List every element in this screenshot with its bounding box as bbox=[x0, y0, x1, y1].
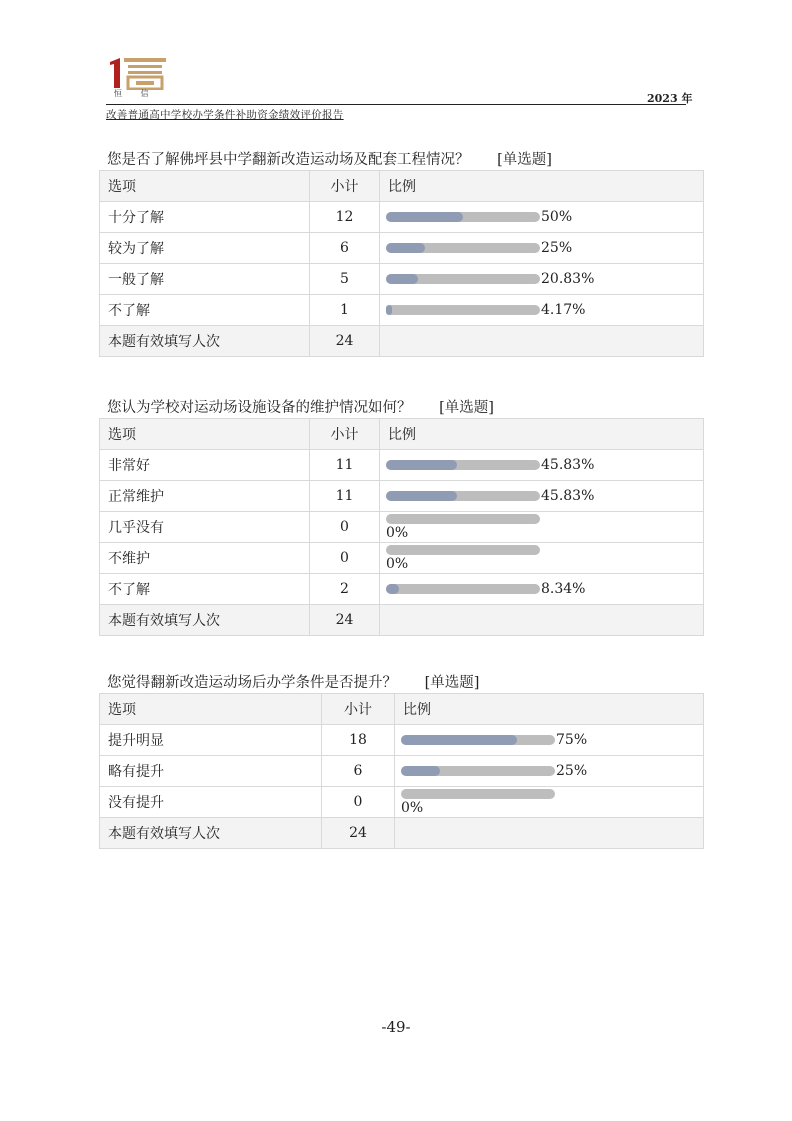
total-row bbox=[100, 605, 704, 636]
report-year: 2023 年 bbox=[647, 92, 693, 105]
ratio-bar-fill bbox=[386, 243, 425, 253]
percent-label: 75% bbox=[556, 732, 588, 748]
option-label: 较为了解 bbox=[100, 233, 310, 264]
option-ratio bbox=[380, 450, 704, 481]
option-count: 0 bbox=[322, 787, 395, 818]
table-row bbox=[100, 295, 704, 326]
ratio-bar-fill bbox=[386, 460, 457, 470]
ratio-bar-group bbox=[386, 457, 703, 473]
percent-label: 0% bbox=[386, 556, 409, 572]
total-empty bbox=[380, 605, 704, 636]
table-row bbox=[100, 574, 704, 605]
header-option: 选项 bbox=[100, 171, 310, 202]
option-ratio bbox=[380, 512, 704, 543]
percent-label: 0% bbox=[401, 800, 424, 816]
header-ratio: 比例 bbox=[380, 419, 704, 450]
ratio-bar bbox=[386, 274, 540, 284]
ratio-bar bbox=[401, 789, 555, 799]
option-ratio bbox=[380, 295, 704, 326]
survey-table bbox=[99, 418, 704, 636]
option-ratio bbox=[395, 725, 704, 756]
option-label: 没有提升 bbox=[100, 787, 322, 818]
total-count: 24 bbox=[310, 605, 380, 636]
option-label: 略有提升 bbox=[100, 756, 322, 787]
option-count: 11 bbox=[310, 450, 380, 481]
percent-label: 45.83% bbox=[541, 457, 595, 473]
report-title: 改善普通高中学校办学条件补助资金绩效评价报告 bbox=[106, 109, 344, 121]
ratio-bar-group bbox=[401, 788, 703, 816]
option-count: 0 bbox=[310, 543, 380, 574]
table-header-row bbox=[100, 419, 704, 450]
option-label: 一般了解 bbox=[100, 264, 310, 295]
ratio-bar bbox=[386, 545, 540, 555]
table-header-row bbox=[100, 694, 704, 725]
header-ratio: 比例 bbox=[395, 694, 704, 725]
ratio-bar-fill bbox=[386, 212, 463, 222]
ratio-bar-group bbox=[401, 732, 703, 748]
ratio-bar-group bbox=[386, 271, 703, 287]
table-row bbox=[100, 787, 704, 818]
table-row bbox=[100, 725, 704, 756]
percent-label: 20.83% bbox=[541, 271, 595, 287]
option-ratio bbox=[380, 574, 704, 605]
table-row bbox=[100, 543, 704, 574]
option-label: 提升明显 bbox=[100, 725, 322, 756]
page-number: -49- bbox=[381, 1018, 411, 1036]
ratio-bar-fill bbox=[386, 274, 418, 284]
option-count: 18 bbox=[322, 725, 395, 756]
percent-label: 45.83% bbox=[541, 488, 595, 504]
survey-table bbox=[99, 693, 704, 849]
percent-label: 0% bbox=[386, 525, 409, 541]
ratio-bar-fill bbox=[401, 735, 517, 745]
percent-label: 25% bbox=[541, 240, 573, 256]
option-ratio bbox=[380, 202, 704, 233]
option-count: 6 bbox=[310, 233, 380, 264]
total-count: 24 bbox=[322, 818, 395, 849]
total-row bbox=[100, 326, 704, 357]
ratio-bar bbox=[386, 305, 540, 315]
option-ratio bbox=[380, 543, 704, 574]
ratio-bar-group bbox=[386, 513, 703, 541]
header-count: 小计 bbox=[310, 419, 380, 450]
survey-table bbox=[99, 170, 704, 357]
option-count: 5 bbox=[310, 264, 380, 295]
ratio-bar-group bbox=[386, 302, 703, 318]
option-count: 11 bbox=[310, 481, 380, 512]
table-row bbox=[100, 756, 704, 787]
table-row bbox=[100, 202, 704, 233]
question-title: 您是否了解佛坪县中学翻新改造运动场及配套工程情况？ [单选题] bbox=[107, 152, 552, 168]
option-label: 几乎没有 bbox=[100, 512, 310, 543]
logo-mark-icon bbox=[106, 56, 170, 90]
option-count: 2 bbox=[310, 574, 380, 605]
ratio-bar-fill bbox=[401, 766, 440, 776]
logo-caption: 恒 信 bbox=[114, 89, 157, 98]
total-label: 本题有效填写人次 bbox=[100, 605, 310, 636]
option-label: 十分了解 bbox=[100, 202, 310, 233]
ratio-bar bbox=[386, 460, 540, 470]
ratio-bar bbox=[401, 766, 555, 776]
question-3 bbox=[99, 673, 704, 849]
header-option: 选项 bbox=[100, 694, 322, 725]
question-1 bbox=[99, 150, 704, 357]
option-count: 6 bbox=[322, 756, 395, 787]
total-label: 本题有效填写人次 bbox=[100, 818, 322, 849]
ratio-bar-fill bbox=[386, 491, 457, 501]
header-count: 小计 bbox=[322, 694, 395, 725]
option-label: 不了解 bbox=[100, 574, 310, 605]
option-label: 不了解 bbox=[100, 295, 310, 326]
option-ratio bbox=[395, 756, 704, 787]
ratio-bar bbox=[401, 735, 555, 745]
percent-label: 4.17% bbox=[541, 302, 586, 318]
total-empty bbox=[395, 818, 704, 849]
ratio-bar-group bbox=[386, 581, 703, 597]
table-header-row bbox=[100, 171, 704, 202]
option-ratio bbox=[395, 787, 704, 818]
total-count: 24 bbox=[310, 326, 380, 357]
header-count: 小计 bbox=[310, 171, 380, 202]
question-2 bbox=[99, 398, 704, 636]
ratio-bar bbox=[386, 584, 540, 594]
table-row bbox=[100, 512, 704, 543]
table-row bbox=[100, 233, 704, 264]
option-count: 1 bbox=[310, 295, 380, 326]
option-ratio bbox=[380, 264, 704, 295]
percent-label: 8.34% bbox=[541, 581, 586, 597]
ratio-bar-fill bbox=[386, 305, 392, 315]
ratio-bar-group bbox=[386, 488, 703, 504]
option-label: 正常维护 bbox=[100, 481, 310, 512]
ratio-bar-group bbox=[401, 763, 703, 779]
percent-label: 50% bbox=[541, 209, 573, 225]
ratio-bar bbox=[386, 212, 540, 222]
table-row bbox=[100, 481, 704, 512]
option-count: 0 bbox=[310, 512, 380, 543]
option-count: 12 bbox=[310, 202, 380, 233]
percent-label: 25% bbox=[556, 763, 588, 779]
option-ratio bbox=[380, 481, 704, 512]
header-divider bbox=[106, 104, 686, 105]
ratio-bar bbox=[386, 491, 540, 501]
option-ratio bbox=[380, 233, 704, 264]
question-title: 您认为学校对运动场设施设备的维护情况如何？ [单选题] bbox=[107, 400, 494, 416]
total-empty bbox=[380, 326, 704, 357]
ratio-bar-group bbox=[386, 544, 703, 572]
ratio-bar bbox=[386, 243, 540, 253]
ratio-bar bbox=[386, 514, 540, 524]
table-row bbox=[100, 264, 704, 295]
question-title: 您觉得翻新改造运动场后办学条件是否提升？ [单选题] bbox=[107, 675, 480, 691]
total-row bbox=[100, 818, 704, 849]
ratio-bar-group bbox=[386, 209, 703, 225]
header-ratio: 比例 bbox=[380, 171, 704, 202]
option-label: 非常好 bbox=[100, 450, 310, 481]
ratio-bar-group bbox=[386, 240, 703, 256]
total-label: 本题有效填写人次 bbox=[100, 326, 310, 357]
ratio-bar-fill bbox=[386, 584, 399, 594]
option-label: 不维护 bbox=[100, 543, 310, 574]
header-option: 选项 bbox=[100, 419, 310, 450]
table-row bbox=[100, 450, 704, 481]
